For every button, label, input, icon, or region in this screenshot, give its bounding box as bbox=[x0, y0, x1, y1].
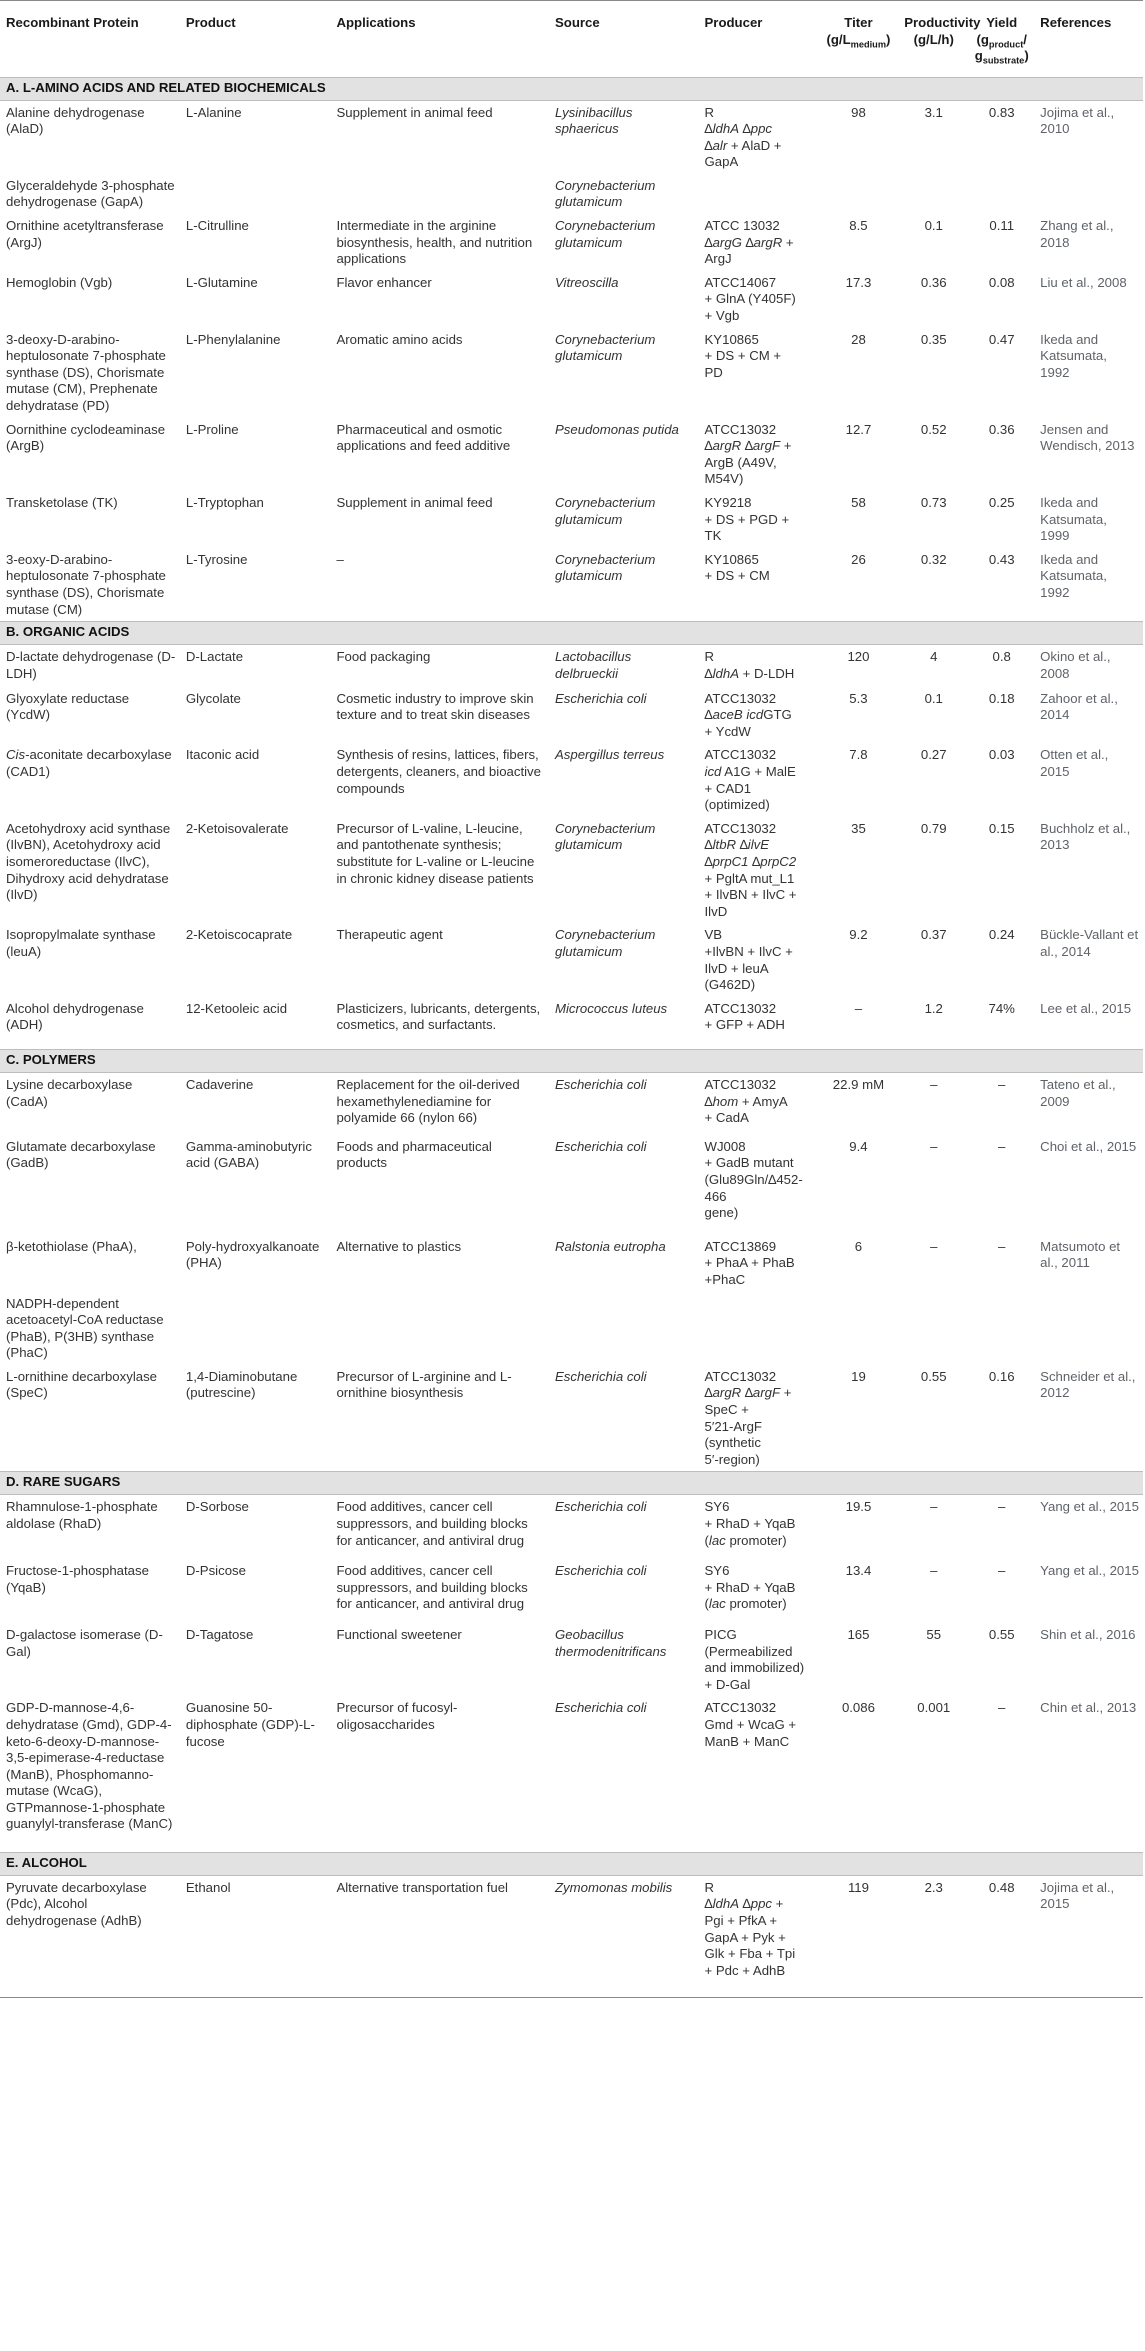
cell-protein: NADPH-dependent acetoacetyl-CoA reductase (PhaB), P(3HB) synthase (PhaC) bbox=[6, 1295, 164, 1361]
cell-productivity: 0.35 bbox=[920, 331, 947, 347]
cell-yield: – bbox=[998, 1238, 1006, 1254]
cell-references: Liu et al., 2008 bbox=[1040, 274, 1127, 290]
cell-protein: Acetohydroxy acid synthase (IlvBN), Acetohydroxy acid isomeroreductase (IlvC), Dihydroxy acid dehydratase (IlvD) bbox=[6, 820, 171, 903]
cell-source: Escherichia coli bbox=[554, 1077, 647, 1093]
cell-titer: 58 bbox=[851, 494, 866, 510]
cell-productivity: 0.1 bbox=[924, 690, 943, 706]
cell-titer: 7.8 bbox=[849, 747, 868, 763]
cell-references: Ikeda and Katsumata, 1992 bbox=[1040, 331, 1107, 380]
cell-productivity bbox=[898, 174, 967, 214]
table-header bbox=[0, 1, 1143, 78]
cell-protein: Glutamate decarboxylase (GadB) bbox=[6, 1138, 156, 1171]
cell-titer: 9.2 bbox=[849, 927, 868, 943]
cell-product: Poly-hydroxyalkanoate (PHA) bbox=[185, 1238, 320, 1271]
cell-product: Glycolate bbox=[185, 690, 241, 706]
header-titer: Titer $(g/L_{medium})$ bbox=[826, 15, 891, 50]
cell-applications: Precursor of L-valine, L-leucine, and pantothenate synthesis; substitute for L-valine or L-leucine in chronic kidney disease patients bbox=[336, 820, 535, 886]
cell-producer: ATCC13032 ∆hom + AmyA + CadA bbox=[704, 1077, 788, 1126]
header-productivity: Productivity (g/L/h) bbox=[904, 15, 981, 47]
table-row bbox=[0, 1292, 1143, 1365]
cell-applications: Food packaging bbox=[336, 649, 431, 665]
cell-protein: Ornithine acetyltransferase (ArgJ) bbox=[6, 218, 164, 250]
cell-productivity: 0.32 bbox=[920, 551, 947, 567]
header-protein: Recombinant Protein bbox=[6, 15, 139, 30]
table-row bbox=[0, 645, 1143, 687]
cell-productivity: 0.1 bbox=[924, 218, 943, 234]
cell-productivity: 0.79 bbox=[920, 820, 947, 836]
cell-producer: SY6 + RhaD + YqaB (lac promoter) bbox=[704, 1562, 796, 1612]
header-applications: Applications bbox=[336, 15, 416, 30]
table-row bbox=[0, 923, 1143, 996]
cell-producer: ATCC13032 + GFP + ADH bbox=[704, 1000, 785, 1033]
cell-applications bbox=[330, 174, 549, 214]
cell-product: Cadaverine bbox=[185, 1077, 254, 1093]
cell-product: 2-Ketoiscocaprate bbox=[185, 927, 293, 943]
cell-source: Corynebacterium glutamicum bbox=[554, 494, 656, 527]
cell-titer: 17.3 bbox=[845, 274, 872, 290]
cell-yield: 0.16 bbox=[988, 1368, 1015, 1384]
cell-titer: 98 bbox=[851, 104, 866, 120]
cell-productivity: 3.1 bbox=[924, 104, 943, 120]
cell-producer: R ∆ldhA ∆ppc ∆alr + AlaD + GapA bbox=[704, 104, 782, 170]
cell-product: Ethanol bbox=[180, 1875, 331, 1997]
section-heading bbox=[0, 622, 1143, 645]
section-heading bbox=[0, 77, 1143, 100]
section-heading bbox=[0, 1050, 1143, 1073]
cell-references: Schneider et al., 2012 bbox=[1040, 1368, 1136, 1401]
cell-applications: Functional sweetener bbox=[336, 1626, 462, 1642]
cell-product: 12-Ketooleic acid bbox=[185, 1000, 288, 1016]
cell-protein: Cis-aconitate decarboxylase (CAD1) bbox=[6, 747, 172, 779]
cell-yield: 0.03 bbox=[988, 747, 1015, 763]
cell-references: Yang et al., 2015 bbox=[1040, 1499, 1139, 1515]
cell-protein: 3-deoxy-D-arabino-heptulosonate 7-phosphate synthase (DS), Chorismate mutase (CM), Prephenate dehydratase (PD) bbox=[6, 331, 166, 413]
table-row bbox=[0, 1559, 1143, 1623]
cell-references: Ikeda and Katsumata, 1992 bbox=[1040, 551, 1107, 600]
cell-producer bbox=[699, 174, 817, 214]
cell-applications: Synthesis of resins, lattices, fibers, detergents, cleaners, and bioactive compounds bbox=[336, 747, 541, 796]
cell-protein: 3-eoxy-D-arabino-heptulosonate 7-phosphate synthase (DS), Chorismate mutase (CM) bbox=[6, 551, 166, 617]
cell-titer: – bbox=[854, 1000, 863, 1016]
cell-source: Aspergillus terreus bbox=[554, 747, 665, 763]
cell-producer: KY10865 + DS + CM bbox=[704, 551, 770, 584]
cell-protein: Lysine decarboxylase (CadA) bbox=[6, 1077, 133, 1109]
cell-titer: 8.5 bbox=[849, 218, 868, 234]
cell-references: Buchholz et al., 2013 bbox=[1040, 820, 1131, 853]
cell-producer bbox=[699, 1292, 817, 1365]
cell-source: Zymomonas mobilis bbox=[549, 1875, 699, 1997]
cell-product: L-Tryptophan bbox=[185, 494, 264, 510]
cell-source: Escherichia coli bbox=[554, 1499, 647, 1515]
cell-protein: D-lactate dehydrogenase (D-LDH) bbox=[6, 649, 176, 681]
cell-yield bbox=[967, 174, 1034, 214]
cell-source: Micrococcus luteus bbox=[554, 1000, 668, 1016]
cell-applications: Precursor of fucosyl-oligosaccharides bbox=[336, 1700, 458, 1732]
cell-protein: Hemoglobin (Vgb) bbox=[6, 274, 113, 290]
cell-yield: 0.24 bbox=[988, 927, 1015, 943]
cell-applications: Flavor enhancer bbox=[336, 274, 432, 290]
cell-yield: – bbox=[998, 1562, 1006, 1578]
cell-yield: – bbox=[998, 1499, 1006, 1515]
table-row bbox=[0, 1365, 1143, 1472]
cell-source bbox=[549, 1292, 699, 1365]
cell-yield: 0.36 bbox=[988, 421, 1015, 437]
cell-yield: – bbox=[998, 1700, 1006, 1716]
table-row bbox=[0, 1875, 1143, 1997]
cell-yield bbox=[967, 1292, 1034, 1365]
cell-applications: Alternative transportation fuel bbox=[330, 1875, 549, 1997]
cell-source: Pseudomonas putida bbox=[554, 421, 679, 437]
cell-product: D-Sorbose bbox=[185, 1499, 249, 1515]
cell-yield: – bbox=[998, 1077, 1006, 1093]
cell-titer: 19.5 bbox=[845, 1499, 872, 1515]
cell-applications: Aromatic amino acids bbox=[336, 331, 463, 347]
cell-yield: 0.11 bbox=[989, 218, 1015, 234]
table-row bbox=[0, 1696, 1143, 1852]
cell-protein: Alcohol dehydrogenase (ADH) bbox=[6, 1000, 144, 1033]
cell-source: Escherichia coli bbox=[554, 1562, 647, 1578]
cell-product: D-Tagatose bbox=[185, 1626, 254, 1642]
cell-product: L-Phenylalanine bbox=[185, 331, 281, 347]
cell-titer bbox=[817, 1292, 899, 1365]
table-row bbox=[0, 817, 1143, 924]
cell-producer: PICG (Permeabilized and immobilized) + D-Gal bbox=[704, 1626, 805, 1692]
cell-applications: – bbox=[336, 551, 344, 567]
cell-applications: Foods and pharmaceutical products bbox=[336, 1138, 492, 1171]
cell-protein: Transketolase (TK) bbox=[6, 494, 118, 510]
header-producer: Producer bbox=[704, 15, 763, 30]
cell-product: L-Proline bbox=[185, 421, 239, 437]
table-row bbox=[0, 100, 1143, 174]
cell-protein: L-ornithine decarboxylase (SpeC) bbox=[6, 1368, 158, 1401]
cell-product: D-Lactate bbox=[185, 649, 244, 665]
cell-yield: 0.43 bbox=[988, 551, 1015, 567]
cell-applications: Cosmetic industry to improve skin texture and to treat skin diseases bbox=[336, 690, 534, 723]
cell-productivity: – bbox=[930, 1238, 938, 1254]
header-product: Product bbox=[185, 15, 236, 30]
cell-protein: Fructose-1-phosphatase (YqaB) bbox=[6, 1562, 149, 1595]
cell-references: Matsumoto et al., 2011 bbox=[1040, 1238, 1121, 1271]
cell-titer: 5.3 bbox=[849, 690, 868, 706]
cell-applications: Therapeutic agent bbox=[336, 927, 443, 943]
cell-producer: WJ008 + GadB mutant (Glu89Gln/∆452- 466 gene) bbox=[704, 1138, 803, 1221]
table-row bbox=[0, 174, 1143, 214]
cell-yield: 0.8 bbox=[992, 649, 1011, 665]
cell-product: 2-Ketoisovalerate bbox=[185, 820, 289, 836]
cell-yield: 0.18 bbox=[988, 690, 1015, 706]
table-row bbox=[0, 1073, 1143, 1135]
cell-productivity: 0.73 bbox=[920, 494, 947, 510]
table-row bbox=[0, 214, 1143, 271]
section-title: B. ORGANIC ACIDS bbox=[0, 622, 1143, 645]
section-title: E. ALCOHOL bbox=[0, 1852, 1143, 1875]
cell-references: Ikeda and Katsumata, 1999 bbox=[1040, 494, 1107, 544]
section-heading bbox=[0, 1472, 1143, 1495]
cell-productivity: – bbox=[930, 1077, 938, 1093]
cell-titer: 0.086 bbox=[841, 1700, 875, 1716]
cell-source: Escherichia coli bbox=[554, 1138, 647, 1154]
table-row bbox=[0, 743, 1143, 816]
cell-productivity: 0.27 bbox=[920, 747, 947, 763]
cell-yield: 0.55 bbox=[988, 1626, 1015, 1642]
cell-product: 1,4-Diaminobutane (putrescine) bbox=[185, 1368, 298, 1401]
cell-product: L-Citrulline bbox=[185, 218, 249, 234]
cell-references: Bückle-Vallant et al., 2014 bbox=[1040, 927, 1139, 959]
cell-references: Okino et al., 2008 bbox=[1040, 649, 1111, 681]
cell-producer: SY6 + RhaD + YqaB (lac promoter) bbox=[704, 1499, 796, 1548]
table-row bbox=[0, 328, 1143, 418]
cell-source: Escherichia coli bbox=[554, 1368, 647, 1384]
cell-producer: ATCC 13032 ∆argG ∆argR + ArgJ bbox=[704, 218, 794, 267]
cell-references: Jensen and Wendisch, 2013 bbox=[1040, 421, 1135, 454]
cell-source: Geobacillus thermodenitrificans bbox=[554, 1626, 667, 1659]
cell-references: Chin et al., 2013 bbox=[1040, 1700, 1137, 1716]
cell-product: L-Alanine bbox=[185, 104, 242, 120]
cell-producer: KY9218 + DS + PGD + TK bbox=[704, 494, 790, 544]
cell-productivity: 0.55 bbox=[920, 1368, 947, 1384]
cell-product bbox=[180, 1292, 331, 1365]
table-row bbox=[0, 997, 1143, 1050]
cell-applications: Supplement in animal feed bbox=[336, 104, 493, 120]
cell-producer: R ∆ldhA ∆ppc + Pgi + PfkA + GapA + Pyk + Glk + Fba + Tpi + Pdc + AdhB bbox=[699, 1875, 817, 1997]
cell-titer: 6 bbox=[854, 1238, 863, 1254]
cell-source: Vitreoscilla bbox=[554, 274, 619, 290]
cell-productivity: 0.36 bbox=[920, 274, 947, 290]
table-row bbox=[0, 687, 1143, 744]
cell-titer: 22.9 mM bbox=[832, 1077, 885, 1093]
section-title: C. POLYMERS bbox=[0, 1050, 1143, 1073]
cell-yield: – bbox=[998, 1138, 1006, 1154]
cell-productivity: – bbox=[930, 1499, 938, 1515]
section-title: D. RARE SUGARS bbox=[0, 1472, 1143, 1495]
cell-references: Otten et al., 2015 bbox=[1040, 747, 1109, 779]
header-references: References bbox=[1040, 15, 1112, 30]
cell-references: Jojima et al., 2010 bbox=[1040, 104, 1115, 137]
cell-references: Shin et al., 2016 bbox=[1040, 1626, 1136, 1642]
table-row bbox=[0, 1623, 1143, 1696]
cell-productivity: 4 bbox=[930, 649, 938, 665]
cell-productivity: 0.001 bbox=[917, 1700, 951, 1716]
cell-source: Corynebacterium glutamicum bbox=[554, 820, 656, 853]
cell-applications bbox=[330, 1292, 549, 1365]
cell-applications: Alternative to plastics bbox=[336, 1238, 462, 1254]
cell-applications: Supplement in animal feed bbox=[336, 494, 493, 510]
cell-protein: Rhamnulose-1-phosphate aldolase (RhaD) bbox=[6, 1499, 158, 1532]
cell-titer: 19 bbox=[851, 1368, 866, 1384]
section-title: A. L-AMINO ACIDS AND RELATED BIOCHEMICALS bbox=[0, 77, 1143, 100]
cell-producer: KY10865 + DS + CM + PD bbox=[704, 331, 782, 380]
table-row bbox=[0, 548, 1143, 622]
cell-source: Corynebacterium glutamicum bbox=[554, 331, 656, 364]
cell-references: Lee et al., 2015 bbox=[1040, 1000, 1132, 1016]
cell-producer: ATCC13032 ∆ltbR ∆ilvE ∆prpC1 ∆prpC2 + PgltA mut_L1 + IlvBN + IlvC + IlvD bbox=[704, 820, 797, 919]
cell-productivity: 0.52 bbox=[920, 421, 947, 437]
cell-yield: 0.47 bbox=[988, 331, 1015, 347]
cell-references bbox=[1034, 174, 1143, 214]
table-row bbox=[0, 1135, 1143, 1235]
cell-references: Jojima et al., 2015 bbox=[1034, 1875, 1143, 1997]
cell-titer: 12.7 bbox=[845, 421, 872, 437]
cell-references: Zhang et al., 2018 bbox=[1040, 218, 1114, 250]
cell-protein: D-galactose isomerase (D-Gal) bbox=[6, 1626, 163, 1659]
table-row bbox=[0, 418, 1143, 491]
cell-source: Lysinibacillus sphaericus bbox=[554, 104, 633, 137]
cell-productivity bbox=[898, 1292, 967, 1365]
cell-titer: 165 bbox=[847, 1626, 870, 1642]
cell-titer: 9.4 bbox=[849, 1138, 868, 1154]
cell-product: Gamma-aminobutyric acid (GABA) bbox=[185, 1138, 312, 1171]
cell-product: Itaconic acid bbox=[185, 747, 260, 763]
table-row bbox=[0, 491, 1143, 548]
cell-source: Escherichia coli bbox=[554, 1700, 647, 1716]
cell-producer: VB +IlvBN + IlvC + IlvD + leuA (G462D) bbox=[704, 927, 793, 993]
cell-product: D-Psicose bbox=[185, 1562, 246, 1578]
cell-titer: 35 bbox=[851, 820, 866, 836]
cell-product: L-Glutamine bbox=[185, 274, 258, 290]
cell-productivity: 2.3 bbox=[898, 1875, 967, 1997]
cell-source: Escherichia coli bbox=[554, 690, 647, 706]
cell-yield: 0.08 bbox=[988, 274, 1015, 290]
cell-producer: ATCC14067 + GlnA (Y405F) + Vgb bbox=[704, 274, 796, 324]
cell-titer: 119 bbox=[817, 1875, 899, 1997]
cell-producer: ATCC13869 + PhaA + PhaB +PhaC bbox=[704, 1238, 795, 1287]
cell-protein: Glyceraldehyde 3-phosphate dehydrogenase (GapA) bbox=[6, 177, 175, 210]
cell-applications: Precursor of L-arginine and L-ornithine biosynthesis bbox=[336, 1368, 512, 1401]
cell-titer: 13.4 bbox=[845, 1562, 872, 1578]
table-row bbox=[0, 271, 1143, 328]
cell-source: Corynebacterium glutamicum bbox=[554, 927, 656, 959]
cell-yield: 0.48 bbox=[967, 1875, 1034, 1997]
cell-protein: Oornithine cyclodeaminase (ArgB) bbox=[6, 421, 166, 454]
cell-producer: ATCC13032 icd A1G + MalE + CAD1 (optimized) bbox=[704, 747, 796, 813]
cell-source: Lactobacillus delbrueckii bbox=[554, 649, 632, 681]
cell-yield: 0.83 bbox=[988, 104, 1015, 120]
cell-protein: Isopropylmalate synthase (leuA) bbox=[6, 927, 156, 959]
cell-source: Corynebacterium glutamicum bbox=[554, 218, 656, 250]
header-yield: Yield ($g_{product}/$ $g_{substrate}$) bbox=[974, 15, 1029, 66]
cell-protein: GDP-D-mannose-4,6-dehydratase (Gmd), GDP-4-keto-6-deoxy-D-mannose-3,5-epimerase-4-reductase (ManB), Phosphomanno-mutase (WcaG), GTPmannose-1-phosphate guanylyl-transferase (ManC) bbox=[6, 1700, 173, 1832]
cell-protein: Glyoxylate reductase (YcdW) bbox=[6, 690, 130, 723]
section-heading bbox=[0, 1852, 1143, 1875]
cell-productivity: – bbox=[930, 1138, 938, 1154]
cell-product: Guanosine 50-diphosphate (GDP)-L-fucose bbox=[185, 1700, 315, 1749]
cell-yield: 0.25 bbox=[988, 494, 1015, 510]
cell-productivity: 0.37 bbox=[920, 927, 947, 943]
cell-references: Zahoor et al., 2014 bbox=[1040, 690, 1118, 723]
cell-protein: Pyruvate decarboxylase (Pdc), Alcohol dehydrogenase (AdhB) bbox=[0, 1875, 180, 1997]
header-source: Source bbox=[554, 15, 600, 30]
cell-references: Choi et al., 2015 bbox=[1040, 1138, 1137, 1154]
cell-references: Tateno et al., 2009 bbox=[1040, 1077, 1116, 1109]
cell-applications: Replacement for the oil-derived hexamethylenediamine for polyamide 66 (nylon 66) bbox=[336, 1077, 520, 1126]
cell-applications: Plasticizers, lubricants, detergents, cosmetics, and surfactants. bbox=[336, 1000, 541, 1033]
cell-protein: Alanine dehydrogenase (AlaD) bbox=[6, 104, 145, 137]
cell-protein: β-ketothiolase (PhaA), bbox=[6, 1238, 137, 1254]
cell-product: L-Tyrosine bbox=[185, 551, 248, 567]
cell-producer: ATCC13032 ∆argR ∆argF + ArgB (A49V, M54V) bbox=[704, 421, 792, 487]
cell-applications: Food additives, cancer cell suppressors, and building blocks for anticancer, and antiviral drug bbox=[336, 1499, 528, 1548]
cell-titer: 28 bbox=[851, 331, 866, 347]
cell-source: Corynebacterium glutamicum bbox=[554, 177, 656, 210]
cell-producer: R ∆ldhA + D-LDH bbox=[704, 649, 795, 681]
cell-productivity: – bbox=[930, 1562, 938, 1578]
table-body bbox=[0, 77, 1143, 1997]
cell-source: Corynebacterium glutamicum bbox=[554, 551, 656, 584]
cell-yield: 0.15 bbox=[988, 820, 1015, 836]
cell-titer: 26 bbox=[851, 551, 866, 567]
cell-source: Ralstonia eutropha bbox=[554, 1238, 666, 1254]
cell-productivity: 1.2 bbox=[924, 1000, 943, 1016]
cell-titer: 120 bbox=[847, 649, 870, 665]
cell-producer: ATCC13032 Gmd + WcaG + ManB + ManC bbox=[704, 1700, 797, 1749]
cell-applications: Pharmaceutical and osmotic applications and feed additive bbox=[336, 421, 511, 454]
cell-productivity: 55 bbox=[926, 1626, 942, 1642]
cell-producer: ATCC13032 ∆aceB icdGTG + YcdW bbox=[704, 690, 792, 739]
table-row bbox=[0, 1495, 1143, 1559]
table-row bbox=[0, 1235, 1143, 1292]
cell-producer: ATCC13032 ∆argR ∆argF + SpeC + 5′21-ArgF (synthetic 5′-region) bbox=[704, 1368, 792, 1467]
cell-applications: Intermediate in the arginine biosynthesis, health, and nutrition applications bbox=[336, 218, 533, 267]
cell-references: Yang et al., 2015 bbox=[1040, 1562, 1139, 1578]
cell-titer bbox=[817, 174, 899, 214]
cell-product bbox=[180, 174, 331, 214]
cell-applications: Food additives, cancer cell suppressors, and building blocks for anticancer, and antiviral drug bbox=[336, 1562, 528, 1612]
cell-yield: 74% bbox=[988, 1000, 1015, 1016]
cell-references bbox=[1034, 1292, 1143, 1365]
